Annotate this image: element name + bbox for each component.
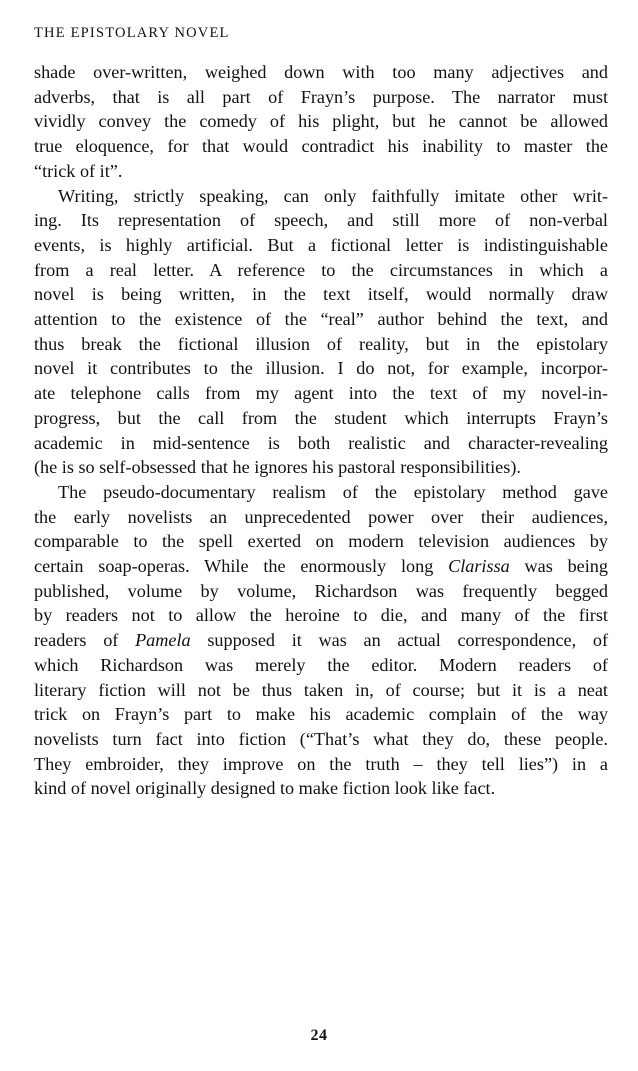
text-line: ing. Its representation of speech, and still more of non-verbal	[34, 210, 608, 231]
running-head: THE EPISTOLARY NOVEL	[34, 25, 230, 41]
text-line: novelists turn fact into fiction (“That’s what they do, these people.	[34, 728, 608, 749]
body-text	[34, 60, 608, 801]
text-line	[34, 554, 608, 579]
text-line	[34, 628, 608, 653]
text-line: “trick of it”.	[34, 160, 123, 181]
text-line: the early novelists an unprecedented power over their audiences,	[34, 506, 608, 527]
book-title-clarissa: Clarissa	[448, 556, 510, 577]
text-line: trick on Frayn’s part to make his academic complain of the way	[34, 704, 608, 725]
text-line: (he is so self-obsessed that he ignores his pastoral responsibilities).	[34, 457, 521, 478]
line-text: readers of	[34, 630, 136, 651]
page-number: 24	[310, 1027, 328, 1044]
text-line: adverbs, that is all part of Frayn’s purpose. The narrator must	[34, 86, 608, 107]
text-line: thus break the fictional illusion of reality, but in the epistolary	[34, 333, 608, 354]
book-title-pamela: Pamela	[135, 630, 191, 651]
text-line: comparable to the spell exerted on modern television audiences by	[34, 531, 608, 552]
text-line: which Richardson was merely the editor. Modern readers of	[34, 654, 608, 675]
text-line: progress, but the call from the student which interrupts Frayn’s	[34, 407, 608, 428]
line-text: was being	[509, 556, 608, 577]
page	[34, 24, 608, 801]
text-line: novel is being written, in the text itself, would normally draw	[34, 284, 608, 305]
line-text: certain soap-operas. While the enormously long	[34, 556, 449, 577]
text-line: They embroider, they improve on the truth – they tell lies”) in a	[34, 753, 608, 774]
text-line: Writing, strictly speaking, can only faithfully imitate other writ-	[58, 185, 608, 206]
line-text: supposed it was an actual correspondence, of	[190, 630, 608, 651]
text-line: novel it contributes to the illusion. I do not, for example, incorpor-	[34, 358, 608, 379]
text-line: kind of novel originally designed to make fiction look like fact.	[34, 778, 496, 799]
text-line: published, volume by volume, Richardson was frequently begged	[34, 580, 608, 601]
text-line: academic in mid-sentence is both realistic and character-revealing	[34, 432, 608, 453]
text-line: true eloquence, for that would contradict his inability to master the	[34, 136, 608, 157]
text-line: events, is highly artificial. But a fictional letter is indistinguishable	[34, 234, 608, 255]
text-line: ate telephone calls from my agent into the text of my novel-in-	[34, 383, 608, 404]
text-line: vividly convey the comedy of his plight, but he cannot be allowed	[34, 111, 608, 132]
text-line: by readers not to allow the heroine to die, and many of the first	[34, 605, 608, 626]
text-line: The pseudo-documentary realism of the epistolary method gave	[58, 481, 608, 502]
text-line: literary fiction will not be thus taken in, of course; but it is a neat	[34, 679, 608, 700]
text-line: from a real letter. A reference to the circumstances in which a	[34, 259, 608, 280]
text-line: shade over-written, weighed down with too many adjectives and	[34, 62, 608, 82]
text-line: attention to the existence of the “real” author behind the text, and	[34, 309, 608, 330]
